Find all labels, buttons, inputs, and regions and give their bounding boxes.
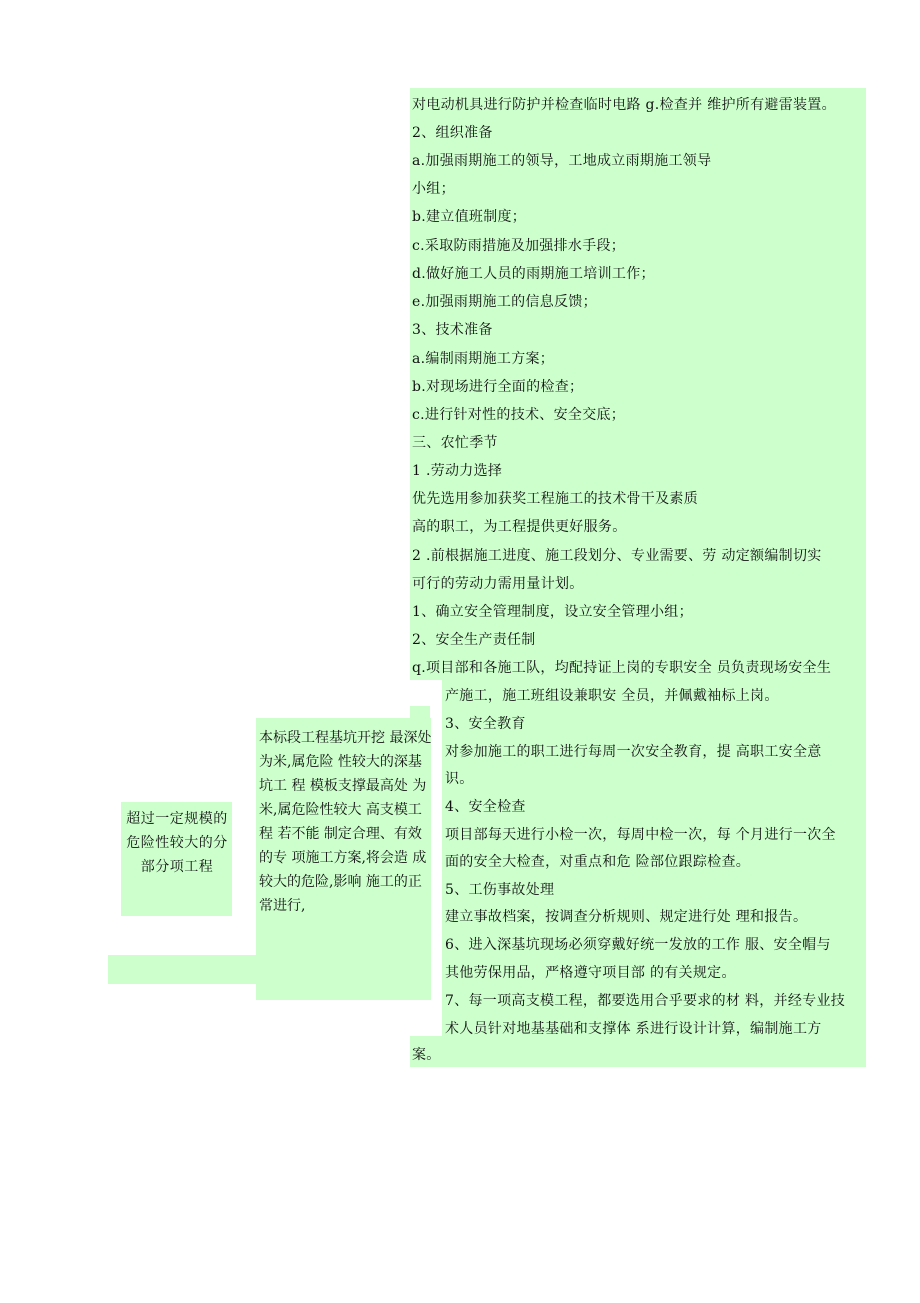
text-line: 2、安全生产责任制 — [412, 632, 536, 648]
text-line: 对参加施工的职工进行每周一次安全教育，提 高职工安全意 — [445, 744, 822, 760]
text-line: d.做好施工人员的雨期施工培训工作； — [412, 266, 655, 282]
text-line: 对电动机具进行防护并检查临时电路 g.检查并 维护所有避雷装置。 — [412, 97, 836, 113]
text-line: 三、农忙季节 — [412, 435, 498, 451]
text-line: e.加强雨期施工的信息反馈； — [412, 294, 597, 310]
text-line: 4、安全检查 — [445, 799, 526, 815]
text-line: c.采取防雨措施及加强排水手段； — [412, 238, 626, 254]
text-line: 项目部每天进行小检一次，每周中检一次，每 个月进行一次全 — [445, 827, 836, 843]
text-line: 建立事故档案，按调查分析规则、规定进行处 理和报告。 — [445, 909, 808, 925]
text-line: 术人员针对地基基础和支撑体 系进行设计计算，编制施工方 — [445, 1021, 822, 1037]
left-cell-text: 超过一定规模的危险性较大的分部分项工程 — [126, 811, 228, 875]
text-line: 5、工伤事故处理 — [445, 882, 555, 898]
text-line: 3、安全教育 — [445, 716, 526, 732]
text-line: b.对现场进行全面的检查； — [412, 379, 584, 395]
text-line: 6、进入深基坑现场必须穿戴好统一发放的工作 服、安全帽与 — [445, 937, 831, 953]
text-line: 面的安全大检查，对重点和危 险部位跟踪检查。 — [445, 854, 751, 870]
left-lower-band — [108, 955, 257, 984]
text-line: c.进行针对性的技术、安全交底； — [412, 407, 626, 423]
text-line: a.加强雨期施工的领导，工地成立雨期施工领导 — [412, 153, 712, 169]
text-line: 小组； — [412, 181, 455, 197]
text-line: b.建立值班制度； — [412, 209, 527, 225]
text-line: 3、技术准备 — [412, 322, 493, 338]
cell-gap-top — [410, 680, 442, 706]
text-line: 识。 — [445, 771, 474, 787]
text-line: a.编制雨期施工方案； — [412, 351, 555, 367]
text-line: 1、确立安全管理制度，设立安全管理小组； — [412, 604, 693, 620]
text-line: 其他劳保用品，严格遵守项目部 的有关规定。 — [445, 965, 736, 981]
text-line: 2 .前根据施工进度、施工段划分、专业需要、劳 动定额编制切实 — [412, 548, 822, 564]
text-line: 产施工，施工班组设兼职安 全员，并佩戴袖标上岗。 — [445, 688, 779, 704]
text-line: 高的职工，为工程提供更好服务。 — [412, 519, 627, 535]
text-line: q.项目部和各施工队，均配持证上岗的专职安全 员负责现场安全生 — [412, 660, 832, 676]
text-line: 可行的劳动力需用量计划。 — [412, 576, 584, 592]
text-line: 优先选用参加获奖工程施工的技术骨干及素质 — [412, 491, 698, 507]
text-line: 7、每一项高支模工程，都要选用合乎要求的材 料，并经专业技 — [445, 993, 846, 1009]
text-line: 2、组织准备 — [412, 125, 493, 141]
text-line: 案。 — [412, 1047, 441, 1063]
text-line: 1 .劳动力选择 — [412, 463, 503, 479]
middle-cell-text: 本标段工程基坑开挖 最深处为米,属危险 性较大的深基坑工 程 模板支撑最高处 为米,属危险性较大 高支模工程 若不能 制定合理、有效的专 项施工方案,将会造 成较大的危险,影响 施工的正常进行, — [259, 730, 432, 914]
